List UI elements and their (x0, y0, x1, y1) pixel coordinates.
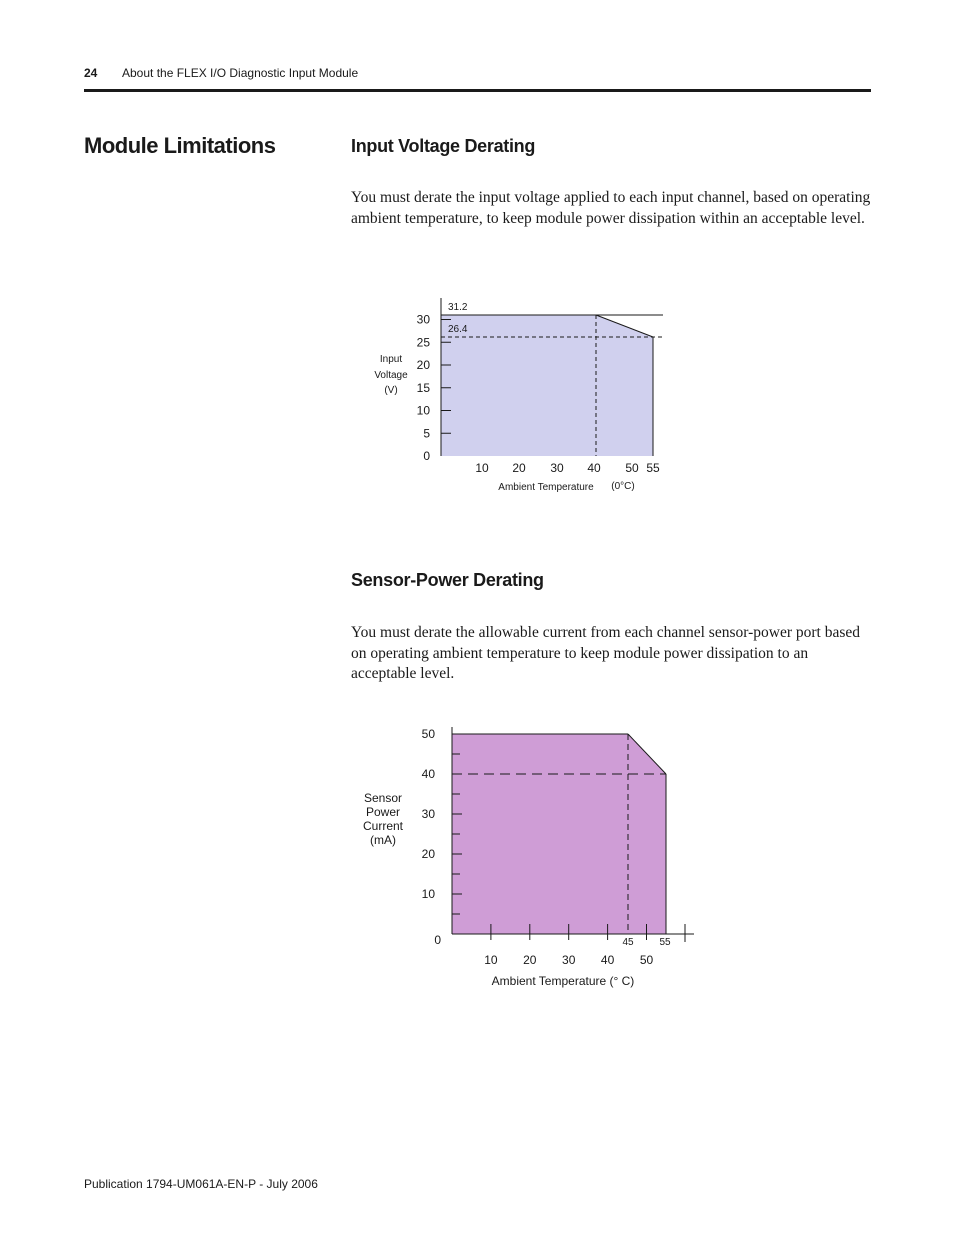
c2-area (452, 734, 666, 934)
c2-y-tick-label: 0 (434, 933, 441, 947)
c1-x-tick-label: 55 (646, 461, 660, 475)
c1-ylabel-line2: Voltage (374, 370, 408, 381)
c1-y-tick-label: 20 (416, 358, 430, 372)
c1-ylabel-line1: Input (379, 354, 403, 365)
input-voltage-paragraph: You must derate the input voltage applied to each input channel, based on operating ambient temperature, to keep module power dissipation within an acceptable level. (351, 189, 871, 227)
c2-y-tick-label: 40 (421, 767, 435, 781)
c1-xlabel: Ambient Temperature (498, 482, 594, 493)
running-title: About the FLEX I/O Diagnostic Input Module (122, 66, 359, 80)
c2-ylabel-line2: Power (365, 805, 401, 819)
c2-x-tick-label: 20 (523, 953, 537, 967)
c1-area (441, 315, 653, 456)
c2-y-tick-label: 10 (421, 887, 435, 901)
c2-x-tick-label: 30 (562, 953, 576, 967)
c1-xunit: (0°C) (611, 481, 635, 492)
c2-x-marker-label: 55 (659, 937, 671, 948)
c1-y-tick-label: 0 (423, 449, 430, 463)
input-voltage-heading: Input Voltage Derating (351, 136, 536, 156)
c1-x-tick-label: 20 (512, 461, 526, 475)
c1-x-tick-label: 30 (550, 461, 564, 475)
sensor-power-chart (363, 727, 694, 988)
c2-x-tick-label: 40 (600, 953, 615, 967)
c1-y-tick-label: 10 (416, 403, 430, 418)
c1-y-tick-label: 25 (416, 335, 430, 350)
c2-xlabel: Ambient Temperature (° C) (491, 974, 635, 988)
c1-annotation-26-4: 26.4 (448, 324, 468, 335)
c2-ylabel-line3: Current (362, 819, 404, 833)
sensor-power-paragraph: You must derate the allowable current from each channel sensor-power port based on operating ambient temperature to keep module power dissipation to an acceptable level. (351, 624, 861, 682)
c2-ylabel-line1: Sensor (363, 791, 403, 805)
c2-y-tick-label: 20 (421, 847, 435, 861)
c2-y-tick-label: 30 (421, 807, 435, 821)
c2-ylabel-line4: (mA) (370, 833, 396, 847)
c1-y-tick-label: 15 (416, 380, 430, 395)
c1-y-tick-label: 5 (423, 426, 430, 441)
section-title: Module Limitations (84, 133, 276, 158)
c1-x-tick-label: 10 (475, 461, 489, 475)
c2-x-tick-label: 10 (484, 953, 498, 967)
c1-y-tick-label: 30 (416, 312, 430, 327)
sensor-power-heading: Sensor-Power Derating (351, 570, 544, 590)
c1-annotation-31-2: 31.2 (448, 302, 468, 313)
c2-y-tick-label: 50 (421, 727, 435, 741)
footer-publication: Publication 1794-UM061A-EN-P - July 2006 (84, 1177, 318, 1191)
c1-ylabel-line3: (V) (384, 385, 398, 396)
c2-x-marker-label: 45 (622, 937, 634, 948)
page-number: 24 (84, 66, 98, 80)
c1-x-tick-label: 40 (587, 461, 601, 475)
c2-x-tick-label: 50 (639, 953, 654, 967)
c1-x-tick-label: 50 (625, 461, 639, 475)
